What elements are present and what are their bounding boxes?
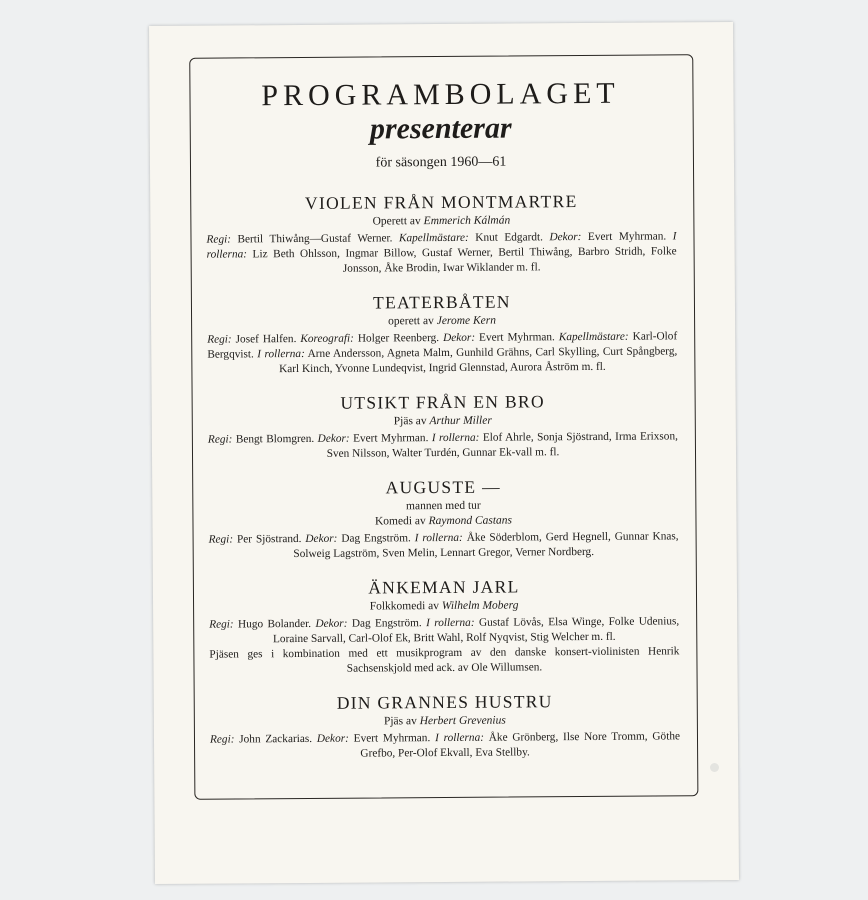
show-title: UTSIKT FRÅN EN BRO [340,391,545,413]
show-entry [208,475,679,562]
credit-text: Evert Myhrman. [475,331,559,344]
paper-spot [710,763,719,772]
show-author-line [208,412,678,429]
credit-text: Bengt Blomgren. [232,432,318,446]
credit-role: I rollerna: [206,230,677,261]
credit-role: I rollerna: [414,531,463,545]
credit-text: Evert Myhrman. [348,732,436,745]
credit-text: Dag Engström. [337,532,415,545]
show-author-line [209,597,679,614]
show-entry [210,690,680,762]
show-credits [206,229,676,277]
show-author-line [208,512,678,529]
credit-role: Regi: [209,618,234,631]
credit-text: Per Sjöstrand. [233,532,306,546]
credit-role: Dekor: [305,532,338,545]
show-entry [206,190,677,277]
credit-text: John Zackarias. [234,732,317,746]
author-name: Jerome Kern [436,314,497,328]
show-note: Pjäsen ges i kombination med ett musikprogram av den danske konsert-violinisten Henrik Sachsenskjold med ack. av Ole Willumsen. [209,645,680,675]
credit-text: Evert Myhrman. [581,230,673,244]
author-prefix: Komedi av [374,515,429,528]
credit-role: Dekor: [549,231,582,244]
program-page [149,22,739,884]
show-subline: mannen med tur [405,499,481,513]
credit-role: Dekor: [316,732,349,745]
show-author-line [210,712,680,729]
author-prefix: Pjäs av [393,415,430,428]
page-subtitle: presenterar [369,111,512,146]
credit-role: Regi: [207,433,233,446]
credit-role: Regi: [207,333,232,346]
credit-role: Kapellmästare: [398,231,469,245]
season-line: för säsongen 1960—61 [375,154,507,171]
credit-text: Dag Engström. [347,617,427,630]
show-credits [207,329,677,377]
credit-text: Åke Grönberg, Ilse Nore Tromm, Göthe Grefbo, Per-Olof Ekvall, Eva Stellby. [360,730,681,760]
show-entry [208,390,678,462]
credit-text: Holger Reenberg. [353,332,444,345]
credit-text: Gustaf Lövås, Elsa Winge, Folke Udenius, Loraine Sarvall, Carl-Olof Ek, Britt Wahl, Rolf Nyqvist, Stig Welcher m. fl. [272,615,680,646]
show-list [206,190,680,762]
credit-role: I rollerna: [435,731,485,745]
credit-role: Regi: [209,733,235,746]
show-credits [209,614,679,647]
author-prefix: Folkkomedi av [369,600,442,613]
credit-text: Josef Halfen. [231,333,301,346]
credit-text: Karl-Olof Bergqvist. [207,330,678,361]
credit-role: Dekor: [443,331,476,345]
page-title: PROGRAMBOLAGET [261,76,620,113]
credit-text: Knut Edgardt. [468,231,550,244]
credit-role: Regi: [208,533,234,546]
credit-role: I rollerna: [426,616,475,630]
credit-text: Bertil Thiwång—Gustaf Werner. [230,232,399,246]
author-name: Herbert Grevenius [419,714,506,728]
author-prefix: Pjäs av [383,715,420,728]
credit-role: Dekor: [317,432,350,445]
show-credits [209,529,679,562]
author-name: Arthur Miller [429,414,492,428]
author-name: Wilhelm Moberg [441,599,519,613]
author-name: Emmerich Kálmán [423,214,511,228]
author-prefix: Operett av [372,215,424,228]
credit-text: Evert Myhrman. [349,432,432,445]
show-author-line [207,312,677,329]
program-content [205,70,680,762]
credit-role: Kapellmästare: [558,330,629,344]
show-title: VIOLEN FRÅN MONTMARTRE [304,191,578,213]
show-title: TEATERBÅTEN [372,291,511,313]
show-credits [208,429,678,462]
credit-role: Dekor: [315,617,348,630]
credit-text: Åke Söderblom, Gerd Hegnell, Gunnar Knas, Solweig Lagström, Sven Melin, Lennart Gregor, Verner Nordberg. [293,530,679,561]
show-entry [209,575,680,677]
credit-text: Liz Beth Ohlsson, Ingmar Billow, Gustaf Werner, Bertil Thiwång, Barbro Stridh, Folke Jonsson, Åke Brodin, Iwar Wiklander m. fl. [246,245,677,275]
credit-text: Arne Andersson, Agneta Malm, Gunhild Grähns, Carl Skylling, Curt Spångberg, Karl Kinch, Yvonne Lundeqvist, Ingrid Glennstad, Aurora Åström m. fl. [279,345,678,376]
credit-role: Koreografi: [300,332,354,345]
show-title: AUGUSTE — [385,476,501,498]
show-title: ÄNKEMAN JARL [368,576,520,598]
credit-text: Elof Ahrle, Sonja Sjöstrand, Irma Erixson, Sven Nilsson, Walter Turdén, Gunnar Ek-vall m. fl. [326,430,678,460]
author-prefix: operett av [388,315,437,328]
credit-role: I rollerna: [431,431,480,445]
credit-text: Hugo Bolander. [233,617,316,631]
show-title: DIN GRANNES HUSTRU [336,691,553,713]
credit-role: Regi: [206,233,232,246]
credit-role: I rollerna: [257,347,305,361]
show-author-line [206,212,676,229]
show-credits [210,729,680,762]
author-name: Raymond Castans [428,514,513,528]
show-entry [207,290,678,377]
